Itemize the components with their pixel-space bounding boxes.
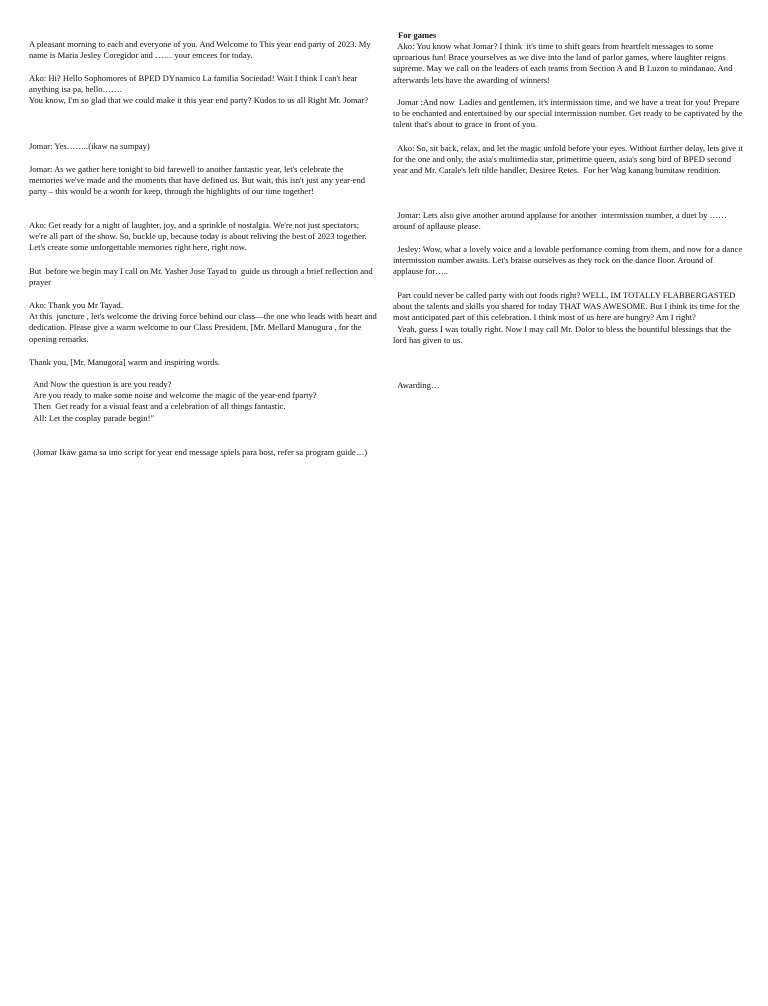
- ako-games-paragraph: Ako: You know what Jomar? I think it's time to shift gears from heartfelt messages to some uproarious fun! Brace yourselves as we dive into the land of parlor games, where laughter reigns supreme. May we call on the leaders of each teams from Section A and B Luzon to mindanao. And afterwards lets have the awarding of winners!: [393, 41, 735, 85]
- ako-sit-back-paragraph: Ako: So, sit back, relax, and let the magic unfold before your eyes. Without further delay, lets give it for the one and only, the asia's multimedia star, primetime queen, asia's song bird of BPED second year and Mr. Carale's left tiltle handler, Desiree Retes. For her Wag kanang bumitaw rendition.: [393, 143, 746, 176]
- part-foods-paragraph: Part could never be called party with out foods right? WELL, IM TOTALLY FLABBERGASTED about the talents and skills you shared for today THAT WAS AWESOME. But I think its time for the most anticipated part of this celebration. I think most of us here are hungry? Am I right? Yeah, guess I was totally right. Now I may call Mr. Dolor to bless the bountiful blessings that the lord has given to us.: [393, 290, 740, 345]
- ako-ready-paragraph: Ako: Get ready for a night of laughter, joy, and a sprinkle of nostalgia. We're not just spectators; we're all part of the show. So, buckle up, because today is about reliving the best of 2023 together. Let's create some unforgettable memories right here, right now.: [29, 220, 369, 253]
- are-you-ready-paragraph: And Now the question is are you ready? Are you ready to make some noise and welcome the magic of the year-end fparty? Then Get ready for a visual feast and a celebration of all things fantastic. All: Let the cosplay parade begin!": [33, 379, 317, 423]
- ako-thank-paragraph: Ako: Thank you Mr Tayad. At this juncture , let's welcome the driving force behind our class—the one who leads with heart and dedication. Please give a warm welcome to our Class President, [Mr. Mellard Manugura , for the opening remarks.: [29, 300, 377, 344]
- jomar-yes-paragraph: Jomar: Yes……..(ikaw na sumpay): [29, 141, 150, 151]
- welcome-paragraph: A pleasant morning to each and everyone of you. And Welcome to This year end party of 2023. My name is Maria Jesley Coregidor and …… your emcees for today.: [29, 39, 373, 61]
- jomar-applause-paragraph: Jomar: Lets also give another around applause for another intermission number, a duet by …… arounf of apllause please.: [393, 210, 729, 232]
- ako-hi-paragraph: Ako: Hi? Hello Sophomores of BPED DYnamico La familia Sociedad! Wait I think I can't hear anything isa pa, hello……. You know, I'm so glad that we could make it this year end party? Kudos to us all Right Mr. Jomar?: [29, 73, 369, 106]
- jomar-gather-paragraph: Jomar: As we gather here tonight to bid farewell to another fantastic year, let's celebrate the memories we've made and the moments that have defined us. But wait, this isn't just any year-end party – this would be a worth for keep, through the highlights of our time together!: [29, 164, 368, 197]
- call-on-paragraph: But before we begin may I call on Mr. Yasher Jose Tayad to guide us through a brief reflection and prayer: [29, 266, 375, 288]
- for-games-heading: For games: [398, 30, 437, 40]
- jomar-intermission-paragraph: Jomar :And now Ladies and gentlemen, it's intermission time, and we have a treat for you! Prepare to be enchanted and entertained by our special intermission number. Get ready to be captivated by the talent that's about to grace in front of you.: [393, 97, 745, 130]
- thank-manugora-paragraph: Thank you, [Mr. Manugora] warm and inspiring words.: [29, 357, 220, 367]
- jesley-wow-paragraph: Jesley: Wow, what a lovely voice and a lovable perfomance coming from them, and now for a dance intermission number awaits. Let's braise ourselves as they rock on the dance floor. Around of applause for…..: [393, 244, 745, 277]
- awarding-paragraph: Awarding…: [393, 380, 440, 390]
- jomar-note-paragraph: (Jomar Ikaw gama sa imo script for year end message spiels para host, refer sa program guide…): [29, 447, 368, 457]
